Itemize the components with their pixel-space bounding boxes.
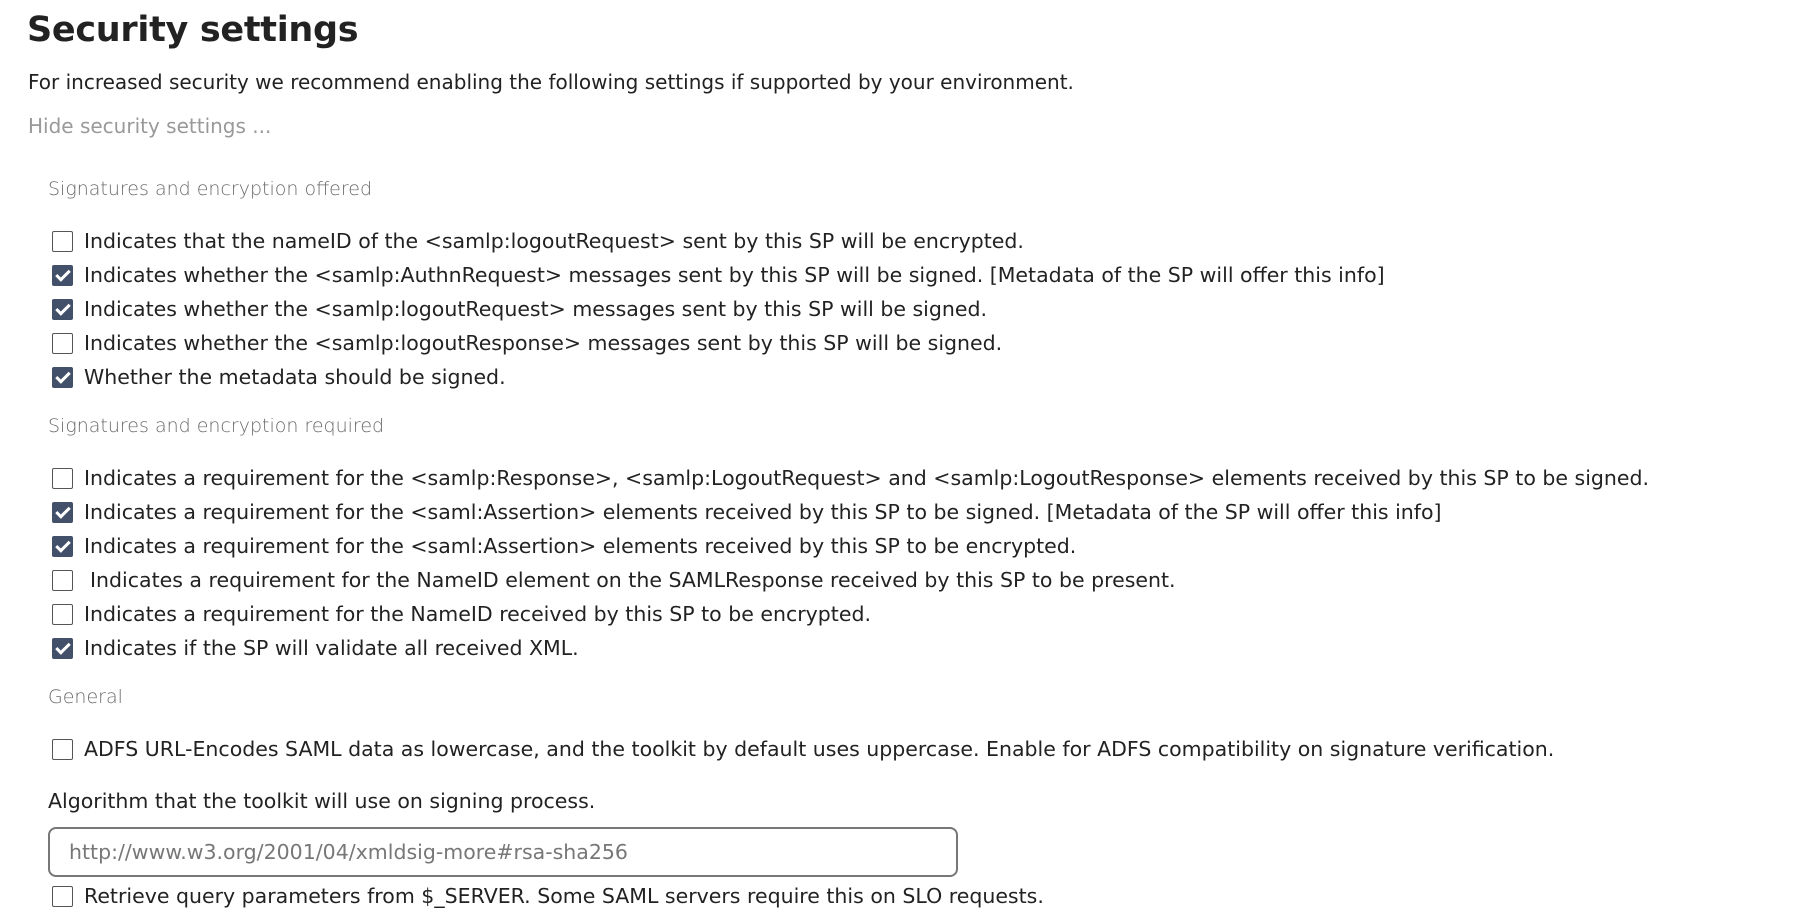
checkbox[interactable] [52,333,73,354]
checkbox[interactable] [52,570,73,591]
checkbox-row-sign-metadata[interactable] [52,364,506,390]
checkbox[interactable] [52,604,73,625]
checkbox-row-adfs-lowercase[interactable] [52,736,1554,762]
checkbox[interactable] [52,638,73,659]
checkbox[interactable] [52,536,73,557]
checkbox-row-want-nameid-encrypted[interactable] [52,601,871,627]
checkbox-label: Indicates whether the <samlp:logoutRequest> messages sent by this SP will be signed. [84,297,988,321]
checkbox-label: Indicates a requirement for the NameID received by this SP to be encrypted. [84,602,871,626]
checkbox[interactable] [52,299,73,320]
checkbox[interactable] [52,367,73,388]
checkbox-row-want-assertions-encrypted[interactable] [52,533,1076,559]
checkbox-row-sign-logoutresponse[interactable] [52,330,1002,356]
checkbox-label: Indicates that the nameID of the <samlp:logoutRequest> sent by this SP will be encrypted. [84,229,1024,253]
checkbox-row-query-params-server[interactable] [52,883,1044,909]
section-title-required: Signatures and encryption required [48,415,385,437]
checkbox-label: Indicates a requirement for the <samlp:Response>, <samlp:LogoutRequest> and <samlp:LogoutResponse> elements received by this SP to be signed. [84,466,1650,490]
hide-security-settings-link[interactable]: Hide security settings ... [28,114,272,138]
checkbox-label: Whether the metadata should be signed. [84,365,506,389]
checkbox[interactable] [52,468,73,489]
section-title-offered: Signatures and encryption offered [48,178,373,200]
checkbox-row-encrypt-nameid[interactable] [52,228,1024,254]
checkbox-row-want-assertions-signed[interactable] [52,499,1442,525]
checkbox[interactable] [52,502,73,523]
section-title-general: General [48,686,123,708]
checkbox-row-want-messages-signed[interactable] [52,465,1649,491]
checkbox[interactable] [52,231,73,252]
page-title: Security settings [27,10,359,50]
checkbox-row-want-xml-validation[interactable] [52,635,579,661]
checkbox-label: Retrieve query parameters from $_SERVER. Some SAML servers require this on SLO requests. [84,884,1044,908]
checkbox-label: Indicates a requirement for the NameID element on the SAMLResponse received by this SP to be present. [90,568,1176,592]
checkbox-row-want-nameid[interactable] [52,567,1176,593]
checkbox[interactable] [52,739,73,760]
checkbox-row-sign-logoutrequest[interactable] [52,296,987,322]
checkbox-row-sign-authnrequest[interactable] [52,262,1385,288]
checkbox[interactable] [52,886,73,907]
checkbox-label: Indicates a requirement for the <saml:Assertion> elements received by this SP to be signed. [Metadata of the SP will offer this info] [84,500,1442,524]
signature-algorithm-label: Algorithm that the toolkit will use on signing process. [48,789,596,813]
checkbox-label: ADFS URL-Encodes SAML data as lowercase, and the toolkit by default uses uppercase. Enable for ADFS compatibility on signature verification. [84,737,1555,761]
checkbox-label: Indicates whether the <samlp:logoutResponse> messages sent by this SP will be signed. [84,331,1003,355]
checkbox-label: Indicates if the SP will validate all received XML. [84,636,579,660]
checkbox[interactable] [52,265,73,286]
signature-algorithm-input[interactable] [48,827,958,877]
intro-text: For increased security we recommend enabling the following settings if supported by your environment. [28,70,1074,94]
checkbox-label: Indicates whether the <samlp:AuthnRequest> messages sent by this SP will be signed. [Metadata of the SP will offer this info] [84,263,1385,287]
checkbox-label: Indicates a requirement for the <saml:Assertion> elements received by this SP to be encrypted. [84,534,1077,558]
